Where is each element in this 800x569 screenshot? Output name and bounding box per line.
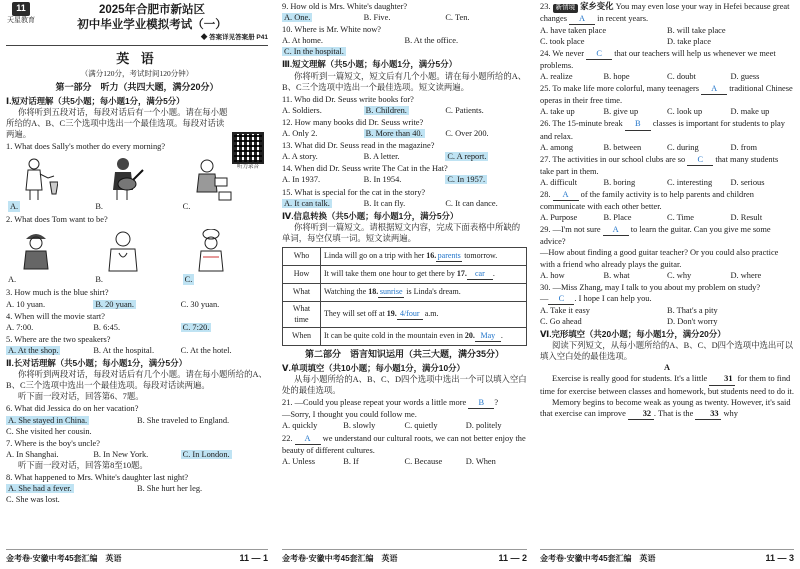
option-b[interactable]: B. 6:45. [93,322,121,332]
option-a[interactable]: A. It can talk. [284,198,330,208]
question-1-pictures [6,154,268,212]
page-number: 11 — 1 [239,553,268,564]
question-14: 14. When did Dr. Seuss write The Cat in the Hat? [282,164,448,174]
option-b[interactable]: B. give up [603,107,639,117]
section4-title: Ⅳ.信息转换（共5小题；每小题1分，满分5分） [282,210,459,221]
option-b[interactable]: B. will take place [667,25,726,35]
option-picture[interactable] [181,154,268,212]
new-context-badge: 新情境 [553,4,579,13]
question-24: 24. We never C that our teachers will help us whenever we meet problems. [540,48,776,70]
doctor-icon [105,229,145,275]
column-2 [282,0,527,569]
option-a[interactable]: A. At the shop. [8,345,59,355]
option-b[interactable]: B. That's a pity [667,305,718,315]
option-c[interactable]: C. At the hotel. [180,345,232,355]
question-5: 5. Where are the two speakers? [6,334,111,344]
row-key: Who [283,247,321,265]
row-content: They will set off at 19. 4/four a.m. [321,301,527,327]
option-c[interactable]: C. In 1957. [447,175,486,185]
question-28: 28. A of the family activity is to help parents and children communicate with each other better. [540,189,754,212]
option-a[interactable]: A. She stayed in China. [8,415,88,425]
question-30-prompt: 30. —Miss Zhang, may I talk to you about my problem on study? [540,282,761,292]
option-a[interactable]: A. At home. [282,36,323,46]
option-c[interactable]: C. during [667,142,699,152]
option-label: A. [10,202,19,212]
answer-blank[interactable]: C [548,293,574,305]
option-a[interactable]: A. difficult [540,177,578,187]
publisher-logo [6,0,36,25]
answer-blank[interactable]: A [295,433,321,445]
topic-tag: 家乡变化 [580,2,614,11]
option-a[interactable]: A. among [540,142,574,152]
section2-pre2: 听下面一段对话，回答第8至10题。 [18,460,148,470]
row-content: It will take them one hour to get there by 17. car . [321,265,527,283]
option-b[interactable]: B. In 1954. [363,175,402,185]
qr-label: 听力录音 [236,164,259,170]
section2-instructions: 你将听到两段对话，每段对话后有几个小题。请在每小题所给的A、B、C三个选项中选出一个最佳选项。每段对话读两遍。 [6,370,267,391]
page-footer-3 [540,549,794,565]
part1-title: 第一部分 听力（共四大题，满分20分） [55,82,219,93]
option-c[interactable]: C. She visited her cousin. [6,426,92,436]
footer-text: 金考卷·安徽中考45套汇编 英语 [540,553,656,563]
option-c[interactable]: C. look up [667,107,703,117]
info-table-row [283,301,527,327]
page-number: 11 — 3 [765,553,794,564]
row-key: How [283,265,321,283]
row-key: When [283,328,321,346]
option-b[interactable]: B. boring [603,177,636,187]
option-a[interactable]: A. 7:00. [6,322,34,332]
option-picture[interactable] [181,227,268,285]
option-picture[interactable] [93,227,180,285]
option-picture[interactable] [93,154,180,212]
question-22: 22. A we understand our cultural roots, we can not better enjoy the beauty of different cultures. [282,433,526,455]
paper-number: 11 [12,2,30,16]
option-d[interactable]: D. take place [667,36,711,46]
option-label: C. [182,202,191,212]
option-c[interactable]: C. Patients. [445,105,484,115]
question-11: 11. Who did Dr. Seuss write books for? [282,94,414,104]
option-d[interactable]: D. Result [730,213,763,223]
page-number: 11 — 2 [498,553,527,564]
section1-instructions: 你将听到五段对话，每段对话后有一个小题。请在每小题所给的A、B、C三个选项中选出一个最佳选项。每段对话读两遍。 [6,108,228,140]
option-c[interactable]: C. Go ahead [540,317,582,327]
row-content: Linda will go on a trip with her 16.parents tomorrow. [321,247,527,265]
option-d[interactable]: D. serious [730,177,765,187]
question-13: 13. What did Dr. Seuss read in the magazine? [282,141,435,151]
footer-text: 金考卷·安徽中考45套汇编 英语 [6,553,122,563]
answer-blank[interactable]: sunrise [378,287,404,299]
option-c[interactable]: C. Because [404,456,443,466]
blank-31[interactable]: 31 [709,373,735,385]
woman-reading-icon [193,156,233,202]
option-a[interactable]: A. One. [284,13,311,23]
answer-blank[interactable]: C [687,154,713,166]
answer-blank[interactable]: parents [436,251,462,263]
option-a[interactable]: A. Purpose [540,213,578,223]
row-content: It can be quite cold in the mountain even in 20. May . [321,328,527,346]
option-label: B. [95,275,104,285]
option-d[interactable]: D. Don't worry [667,317,718,327]
option-c[interactable]: C. A report. [447,152,487,162]
subject-info: （满分120分，考试时间120分钟） [80,69,194,79]
option-b[interactable]: B. It can fly. [363,198,406,208]
woman-playing-guitar-icon [105,156,145,202]
section2-title: Ⅱ.长对话理解（共5小题；每小题1分，满分5分） [6,358,187,369]
option-b[interactable]: B. At the hospital. [93,345,155,355]
option-b[interactable]: B. hope [603,72,630,82]
option-c[interactable]: C. quietly [404,421,438,431]
option-a[interactable]: A. 10 yuan. [6,299,46,309]
option-a[interactable]: A. have taken place [540,25,607,35]
option-c[interactable]: C. Ten. [445,13,470,23]
question-1: 1. What does Sally's mother do every morning? [6,142,166,152]
page-footer-2 [282,549,527,565]
question-30: — C . I hope I can help you. [540,293,794,305]
option-label: B. [95,202,104,212]
exam-title-line1: 2025年合肥市新站区 [98,4,206,16]
question-2: 2. What does Tom want to be? [6,215,108,225]
question-7: 7. Where is the boy's uncle? [6,438,100,448]
option-c[interactable]: C. why [667,270,692,280]
option-b[interactable]: B. In New York. [93,449,149,459]
info-table-row [283,283,527,301]
publisher-name: 天星教育 [7,16,35,24]
option-d[interactable]: D. When [465,456,496,466]
option-b[interactable]: B. between [603,142,642,152]
blank-33[interactable]: 33 [695,408,721,420]
option-a[interactable]: A. realize [540,72,573,82]
passage-heading: A [663,363,671,373]
option-b[interactable]: B. At the office. [404,36,459,46]
info-table-row [283,265,527,283]
option-a[interactable]: A. Only 2. [282,129,318,139]
page-footer-1 [6,549,268,565]
option-picture[interactable] [6,227,93,285]
answer-blank[interactable]: C [586,48,612,60]
answer-blank[interactable]: A [569,13,595,25]
passage-paragraph-1: Exercise is really good for students. It's a little 31 for them to find time for exercise between classes and homework, but students need to do it. [540,374,794,396]
answer-blank[interactable]: A [603,224,629,236]
paper-header [6,0,268,46]
section4-instructions: 你将听到一篇短文。请根据短文内容，完成下面表格中所缺的单词，每空仅填一词。短文读两遍。 [282,222,521,243]
option-c[interactable]: C. took place [540,36,585,46]
option-b[interactable]: B. More than 40. [365,129,423,139]
answer-blank[interactable]: B [468,397,494,409]
option-b[interactable]: B. slowly [343,421,376,431]
footer-text: 金考卷·安徽中考45套汇编 英语 [282,553,398,563]
option-d[interactable]: D. make up [730,107,770,117]
question-12: 12. How many books did Dr. Seuss write? [282,117,424,127]
section5-title: Ⅴ.单项填空（共10小题；每小题1分，满分10分） [282,362,465,373]
info-table [282,247,527,346]
section6-title: Ⅵ.完形填空（共20小题；每小题1分，满分20分） [540,329,726,340]
info-table-row [283,247,527,265]
info-table-row [283,328,527,346]
option-a[interactable]: A. Unless [282,456,316,466]
answer-note: 答案详见答案册 P41 [209,34,268,42]
question-25: 25. To make life more colorful, many teenagers A traditional Chinese operas in their free time. [540,84,793,106]
option-b[interactable]: B. Five. [363,13,391,23]
question-15: 15. What is special for the cat in the story? [282,187,426,197]
section3-title: Ⅲ.短文理解（共5小题；每小题1分，满分5分） [282,59,457,70]
section2-pre1: 听下面一段对话，回答第6、7题。 [18,392,144,402]
passage-paragraph-2: Memory begins to become weak as young as twenty. However, it's said that exercise can improve 32 . That is the 33 why [540,397,794,420]
option-c[interactable]: C. 30 yuan. [180,299,220,309]
option-a[interactable]: A. In 1937. [282,175,321,185]
answer-blank[interactable]: A [553,189,579,201]
option-c[interactable]: C. In the hospital. [284,47,344,57]
answer-blank[interactable]: 4/four [397,309,423,321]
question-8: 8. What happened to Mrs. White's daughter last night? [6,472,189,482]
option-b[interactable]: B. 20 yuan. [95,299,134,309]
subject-title: 英 语 [116,51,158,66]
option-a[interactable]: A. how [540,270,565,280]
question-2-pictures [6,227,268,285]
option-b[interactable]: B. what [603,270,630,280]
option-a[interactable]: A. In Shanghai. [6,449,59,459]
question-23: 23. 新情境 家乡变化 You may even lose your way in Hefei because great changes A in recent years. [540,1,794,25]
option-label: A. [8,275,17,285]
answer-blank[interactable]: B [625,118,651,130]
option-b[interactable]: B. Children. [365,105,407,115]
woman-watering-plants-icon [18,156,58,202]
option-b[interactable]: B. She traveled to England. [137,415,230,425]
question-9: 9. How old is Mrs. White's daughter? [282,2,408,11]
row-key: What time [283,301,321,327]
option-c[interactable]: C. doubt [667,72,696,82]
question-21-reply: —Sorry, I thought you could follow me. [282,410,417,420]
answer-note-icon: ◆ [200,34,210,42]
section1-title: Ⅰ.短对话理解（共5小题；每小题1分，满分5分） [6,95,185,106]
option-picture[interactable] [6,154,93,212]
section6-instructions: 阅读下列短文，从每小题所给的A、B、C、D四个选项中选出可以填入空白处的最佳选项。 [540,341,794,362]
option-c[interactable]: C. interesting [667,177,713,187]
answer-blank[interactable]: A [701,83,727,95]
option-b[interactable]: B. Place [603,213,632,223]
option-d[interactable]: D. guess [730,72,760,82]
option-label: C. [184,275,193,285]
column-3 [540,0,794,569]
question-3: 3. How much is the blue shirt? [6,288,109,298]
question-29: 29. —I'm not sure A to learn the guitar. Can you give me some advice? [540,225,771,247]
option-a[interactable]: A. Take it easy [540,305,590,315]
question-10: 10. Where is Mr. White now? [282,25,382,35]
option-c[interactable]: C. In London. [182,449,230,459]
column-1 [6,0,268,569]
option-d[interactable]: D. from [730,142,758,152]
firefighter-icon [18,229,58,275]
option-a[interactable]: A. She had a fever. [8,484,72,494]
section3-instructions: 你将听到一篇短文，短文后有几个小题。请在每小题所给的A、B、C三个选项中选出一个最佳选项。短文读两遍。 [282,71,527,92]
question-4: 4. When will the movie start? [6,311,105,321]
option-d[interactable]: D. politely [465,421,502,431]
blank-32[interactable]: 32 [628,408,654,420]
answer-blank[interactable]: May [475,331,501,343]
chef-icon [193,229,233,275]
question-26: 26. The 15-minute break B classes is important for students to play and relax. [540,119,785,141]
row-key: What [283,283,321,301]
option-c[interactable]: C. It can dance. [445,198,498,208]
question-27: 27. The activities in our school clubs are so C that many students take part in them. [540,154,779,176]
option-c[interactable]: C. 7:20. [182,322,210,332]
question-6: 6. What did Jessica do on her vacation? [6,404,139,414]
row-content: Watching the 18. sunrise is Linda's dream. [321,283,527,301]
option-c[interactable]: C. Over 200. [445,129,489,139]
answer-blank[interactable]: car [467,269,493,281]
question-21: 21. —Could you please repeat your words a little more B ? [282,397,527,409]
option-a[interactable]: A. A story. [282,152,318,162]
option-c[interactable]: C. Time [667,213,695,223]
option-b[interactable]: B. If [343,456,359,466]
option-a[interactable]: A. Soldiers. [282,105,322,115]
question-29-reply: —How about finding a good guitar teacher? Or you could also practice with a friend who already plays the guitar. [540,248,779,269]
option-a[interactable]: A. take up [540,107,575,117]
option-c[interactable]: C. She was lost. [6,495,60,505]
exam-title-line2: 初中毕业学业模拟考试（一） [77,19,227,32]
option-a[interactable]: A. quickly [282,421,318,431]
option-b[interactable]: B. She hurt her leg. [137,484,203,494]
section5-instructions: 从每小题所给的A、B、C、D四个选项中选出一个可以填入空白处的最佳选项。 [282,375,527,396]
part2-title: 第二部分 语言知识运用（共三大题，满分35分） [304,349,504,360]
option-d[interactable]: D. where [730,270,762,280]
option-b[interactable]: B. A letter. [363,152,400,162]
